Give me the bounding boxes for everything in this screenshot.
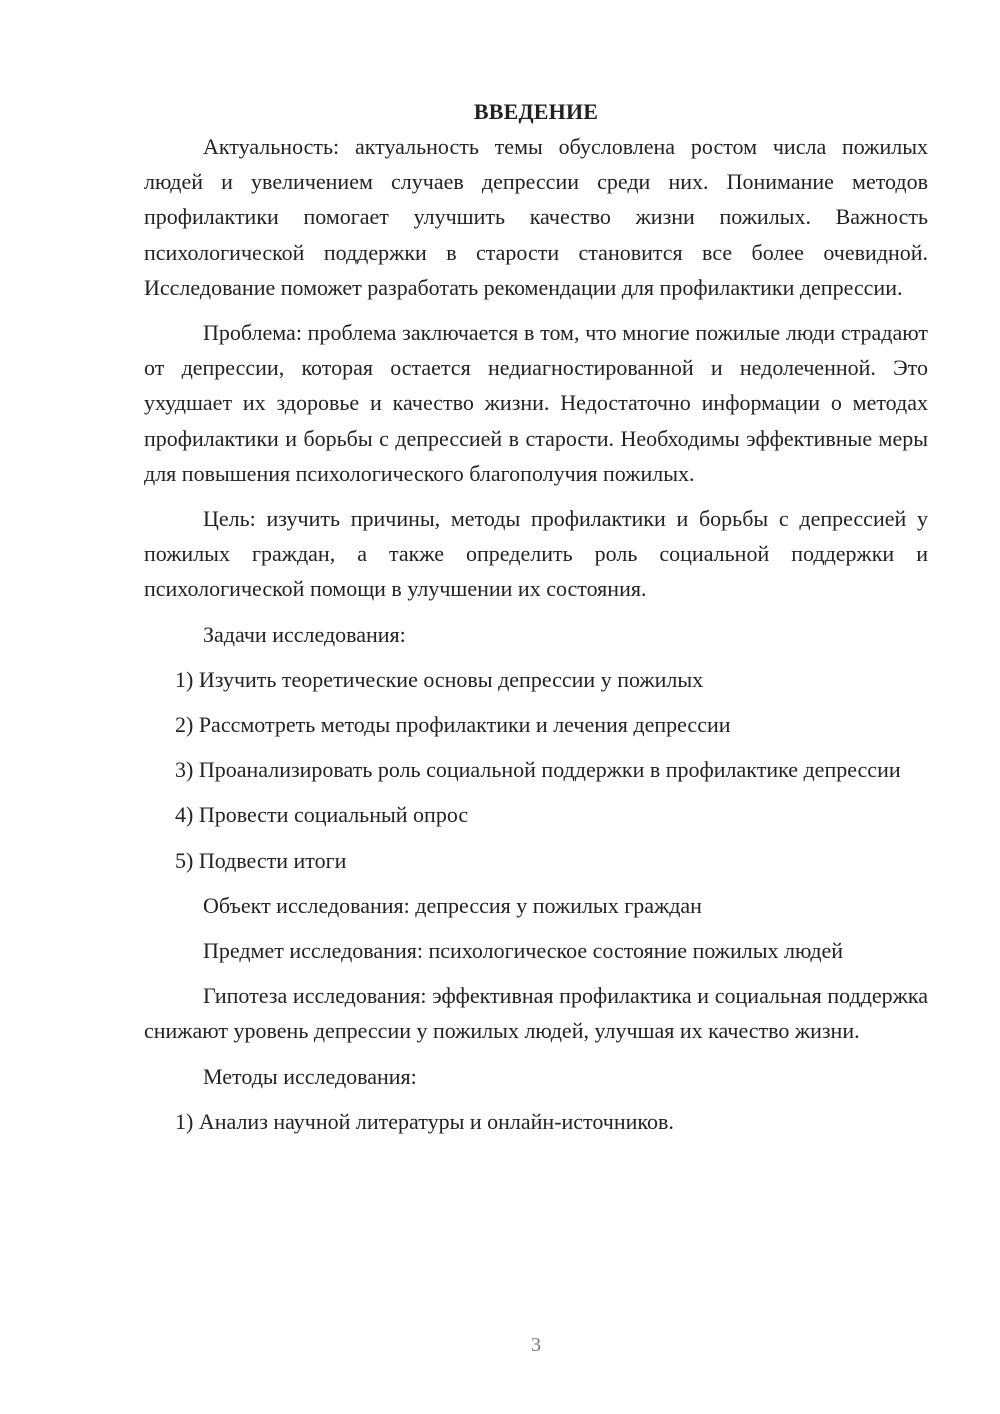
problem-paragraph: Проблема: проблема заключается в том, что многие пожилые люди страдают от депрессии, которая остается недиагностированной и недолеченной. Это ухудшает их здоровье и качество жизни. Недостаточно информации о методах профилактики и борьбы с депрессией в старости. Необходимы эффективные меры для повышения психологического благополучия пожилых. — [144, 320, 928, 486]
relevance-paragraph: Актуальность: актуальность темы обусловлена ростом числа пожилых людей и увеличением случаев депрессии среди них. Понимание методов профилактики помогает улучшить качество жизни пожилых. Важность психологической поддержки в старости становится все более очевидной. Исследование поможет разработать рекомендации для профилактики депрессии. — [144, 134, 928, 300]
page-number: 3 — [531, 1334, 541, 1356]
goal-paragraph: Цель: изучить причины, методы профилактики и борьбы с депрессией у пожилых граждан, а также определить роль социальной поддержки и психологической помощи в улучшении их состояния. — [144, 506, 928, 602]
methods-title: Методы исследования: — [203, 1063, 417, 1089]
tasks-title: Задачи исследования: — [203, 621, 406, 647]
document-body — [144, 94, 928, 1139]
subject-paragraph: Предмет исследования: психологическое состояние пожилых людей — [203, 938, 844, 964]
task-item: 4) Провести социальный опрос — [175, 802, 469, 828]
task-item: 1) Изучить теоретические основы депрессии у пожилых — [175, 666, 704, 692]
section-heading: ВВЕДЕНИЕ — [473, 99, 599, 124]
task-item: 5) Подвести итоги — [175, 847, 347, 873]
hypothesis-paragraph: Гипотеза исследования: эффективная профилактика и социальная поддержка снижают уровень депрессии у пожилых людей, улучшая их качество жизни. — [144, 983, 928, 1044]
method-item: 1) Анализ научной литературы и онлайн-источников. — [175, 1108, 674, 1134]
task-item: 2) Рассмотреть методы профилактики и лечения депрессии — [175, 712, 731, 738]
task-item: 3) Проанализировать роль социальной поддержки в профилактике депрессии — [175, 757, 901, 783]
object-paragraph: Объект исследования: депрессия у пожилых граждан — [203, 892, 702, 918]
